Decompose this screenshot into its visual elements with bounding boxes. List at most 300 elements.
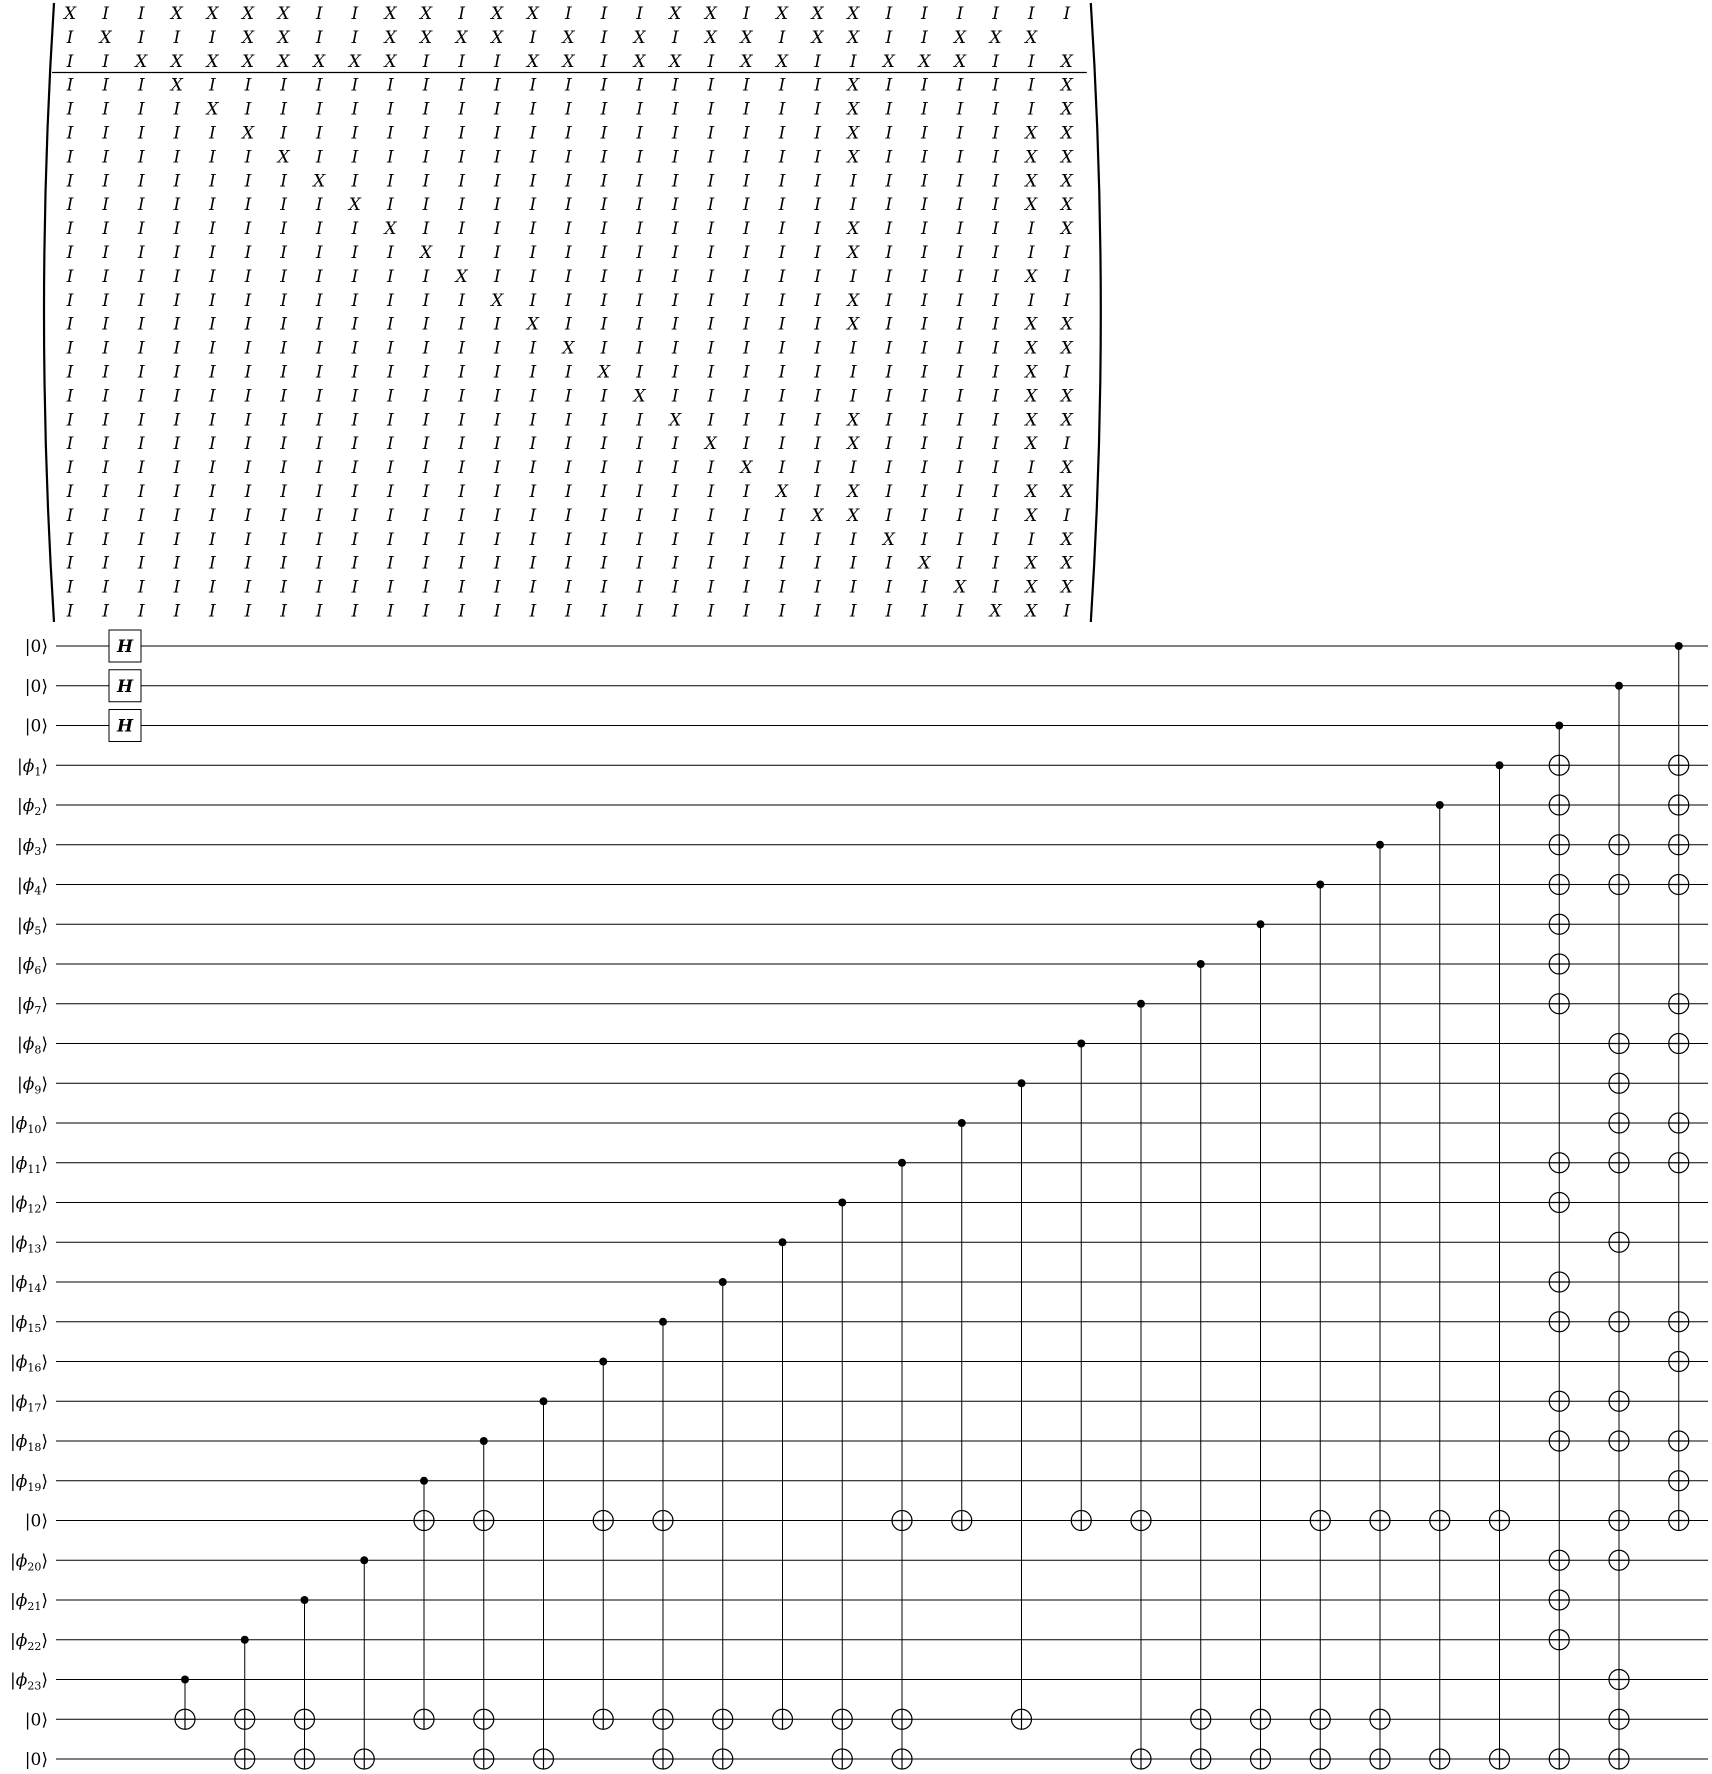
cnot-target — [1549, 1431, 1569, 1451]
matrix-cell: I — [992, 505, 999, 526]
matrix-cell: I — [493, 410, 501, 431]
cnot-target — [1549, 835, 1569, 855]
cnot-target — [1191, 1709, 1211, 1729]
matrix-cell: I — [956, 529, 964, 550]
matrix-cell: X — [491, 4, 504, 24]
matrix-cell: I — [280, 338, 287, 359]
matrix-cell: I — [387, 171, 394, 192]
matrix-cell: I — [244, 147, 252, 168]
cnot-target — [593, 1709, 613, 1729]
matrix-cell: I — [315, 529, 323, 550]
matrix-cell: I — [137, 386, 145, 407]
matrix-cell: X — [669, 410, 682, 431]
matrix-cell: X — [1060, 314, 1073, 335]
wire-label: $|\phi_2⟩$ — [17, 796, 48, 818]
matrix-cell: X — [847, 434, 860, 455]
matrix-cell: I — [636, 75, 643, 96]
matrix-cell: I — [707, 362, 715, 383]
matrix-cell: I — [921, 458, 928, 479]
matrix-cell: I — [422, 577, 430, 598]
matrix-cell: I — [387, 410, 394, 431]
matrix-cell: I — [422, 386, 430, 407]
matrix-cell: I — [173, 434, 181, 455]
cnot-target — [1609, 1431, 1629, 1451]
matrix-cell: I — [173, 553, 181, 574]
matrix-cell: I — [671, 362, 679, 383]
matrix-cell: I — [778, 458, 786, 479]
matrix-cell: I — [565, 4, 572, 24]
cnot-target — [534, 1749, 554, 1769]
matrix-cell: I — [387, 123, 394, 144]
matrix-cell: X — [669, 4, 682, 24]
matrix-cell: I — [422, 338, 430, 359]
hadamard-label: H — [116, 637, 134, 657]
matrix-cell: X — [1025, 505, 1038, 526]
matrix-cell: I — [387, 434, 394, 455]
matrix-cell: I — [493, 553, 501, 574]
matrix-cell: I — [315, 4, 323, 24]
matrix-cell: I — [493, 434, 501, 455]
wire-label: $|\phi_{16}⟩$ — [10, 1352, 48, 1375]
matrix-cell: I — [600, 386, 608, 407]
matrix-cell: I — [849, 458, 857, 479]
cnot-target — [1549, 954, 1569, 974]
matrix-cell: I — [315, 219, 323, 240]
matrix-cell: I — [707, 314, 715, 335]
matrix-cell: I — [137, 434, 145, 455]
control-dot — [301, 1596, 309, 1604]
matrix-cell: I — [280, 99, 287, 120]
matrix-cell: I — [351, 314, 359, 335]
matrix-cell: I — [992, 482, 999, 502]
matrix-cell: I — [885, 99, 893, 120]
matrix-cell: I — [921, 75, 928, 96]
matrix-cell: I — [956, 482, 964, 502]
matrix-cell: X — [918, 51, 931, 72]
matrix-cell: I — [315, 290, 323, 311]
matrix-cell: I — [849, 577, 857, 598]
matrix-cell: I — [351, 147, 359, 168]
matrix-cell: I — [529, 529, 537, 550]
cnot-target — [1310, 1749, 1330, 1769]
wire-label: |0⟩ — [24, 1750, 48, 1770]
control-dot — [599, 1358, 607, 1366]
matrix-cell: X — [1060, 529, 1073, 550]
matrix-cell: I — [992, 577, 999, 598]
matrix-cell: I — [956, 123, 964, 144]
matrix-cell: I — [636, 266, 643, 287]
matrix-cell: I — [707, 51, 715, 72]
control-dot — [360, 1556, 368, 1564]
matrix-cell: I — [458, 219, 465, 240]
matrix-cell: I — [315, 338, 323, 359]
control-dot — [480, 1437, 488, 1445]
matrix-cell: I — [529, 219, 537, 240]
wire-label: $|\phi_{15}⟩$ — [10, 1312, 48, 1335]
wire-label: $|\phi_8⟩$ — [17, 1034, 48, 1057]
matrix-cell: X — [1060, 99, 1073, 120]
cnot-target — [892, 1749, 912, 1769]
matrix-cell: X — [1025, 147, 1038, 168]
matrix-cell: I — [671, 505, 679, 526]
matrix-cell: I — [992, 529, 999, 550]
matrix-cell: I — [814, 458, 821, 479]
matrix-cell: I — [422, 482, 430, 502]
matrix-cell: I — [814, 243, 821, 263]
matrix-cell: I — [743, 75, 750, 96]
matrix-cell: X — [847, 314, 860, 335]
matrix-cell: I — [529, 338, 537, 359]
matrix-cell: I — [244, 219, 252, 240]
matrix-cell: I — [351, 458, 359, 479]
matrix-cell: I — [636, 553, 643, 574]
matrix-cell: I — [351, 482, 359, 502]
matrix-cell: I — [209, 482, 216, 502]
control-dot — [1496, 761, 1504, 769]
matrix-cell: I — [387, 577, 394, 598]
matrix-cell: I — [422, 434, 430, 455]
matrix-cell: I — [458, 75, 465, 96]
matrix-cell: X — [384, 27, 397, 48]
matrix-cell: I — [493, 386, 501, 407]
matrix-cell: I — [921, 362, 928, 383]
matrix-cell: I — [529, 195, 537, 216]
matrix-cell: I — [209, 505, 216, 526]
matrix-cell: I — [921, 195, 928, 216]
control-dot — [898, 1159, 906, 1167]
matrix-cell: I — [458, 410, 465, 431]
matrix-cell: I — [565, 362, 572, 383]
matrix-cell: I — [387, 386, 394, 407]
matrix-cell: I — [315, 99, 323, 120]
matrix-cell: X — [847, 219, 860, 240]
matrix-cell: I — [814, 482, 821, 502]
matrix-cell: I — [921, 386, 928, 407]
matrix-cell: I — [778, 553, 786, 574]
matrix-cell: X — [1025, 123, 1038, 144]
matrix-cell: X — [811, 27, 824, 48]
matrix-cell: I — [173, 577, 181, 598]
matrix-cell: I — [529, 27, 537, 48]
matrix-cell: I — [565, 314, 572, 335]
matrix-cell: X — [633, 386, 646, 407]
matrix-cell: X — [277, 4, 290, 24]
matrix-cell: X — [562, 27, 575, 48]
matrix-cell: I — [458, 314, 465, 335]
matrix-cell: X — [1025, 314, 1038, 335]
matrix-cell: I — [707, 147, 715, 168]
matrix-cell: I — [422, 75, 430, 96]
cnot-target — [474, 1749, 494, 1769]
cnot-target — [1549, 1272, 1569, 1292]
matrix-cell: I — [707, 529, 715, 550]
matrix-cell: I — [778, 410, 786, 431]
matrix-cell: I — [778, 171, 786, 192]
control-dot — [1197, 960, 1205, 968]
matrix-cell: I — [743, 410, 750, 431]
matrix-cell: I — [885, 434, 893, 455]
matrix-cell: I — [565, 147, 572, 168]
matrix-cell: I — [743, 314, 750, 335]
matrix-cell: I — [387, 553, 394, 574]
matrix-cell: I — [600, 147, 608, 168]
matrix-cell: X — [99, 27, 112, 48]
matrix-cell: I — [529, 362, 537, 383]
matrix-cell: I — [814, 51, 821, 72]
matrix-cell: X — [1060, 171, 1073, 192]
matrix-cell: I — [707, 219, 715, 240]
matrix-cell: X — [633, 51, 646, 72]
matrix-cell: I — [66, 51, 74, 72]
matrix-cell: I — [921, 27, 928, 48]
matrix-cell: X — [847, 505, 860, 526]
cnot-target — [175, 1709, 195, 1729]
matrix-cell: I — [493, 243, 501, 263]
matrix-cell: I — [743, 553, 750, 574]
matrix-cell: I — [671, 75, 679, 96]
matrix-cell: I — [671, 243, 679, 263]
matrix-cell: I — [600, 482, 608, 502]
matrix-cell: I — [636, 482, 643, 502]
matrix-cell: X — [1060, 577, 1073, 598]
matrix-cell: I — [458, 505, 465, 526]
matrix-cell: I — [600, 458, 608, 479]
matrix-cell: I — [921, 290, 928, 311]
cnot-target — [1609, 1232, 1629, 1252]
matrix-cell: I — [992, 338, 999, 359]
matrix-cell: X — [135, 51, 148, 72]
matrix-cell: I — [956, 219, 964, 240]
matrix-cell: I — [458, 601, 465, 622]
matrix-cell: I — [707, 410, 715, 431]
cnot-target — [1609, 1709, 1629, 1729]
matrix-cell: I — [351, 171, 359, 192]
matrix-cell: I — [921, 601, 928, 622]
matrix-cell: I — [280, 195, 287, 216]
matrix-cell: I — [66, 338, 74, 359]
matrix-cell: I — [493, 458, 501, 479]
matrix-cell: I — [956, 75, 964, 96]
matrix-cell: I — [814, 147, 821, 168]
matrix-cell: X — [384, 4, 397, 24]
matrix-cell: I — [636, 338, 643, 359]
cnot-target — [1370, 1709, 1390, 1729]
matrix-cell: I — [707, 553, 715, 574]
matrix-cell: X — [313, 171, 326, 192]
matrix-cell: I — [458, 434, 465, 455]
matrix-cell: X — [704, 27, 717, 48]
matrix-cell: I — [992, 51, 999, 72]
matrix-cell: I — [102, 171, 109, 192]
matrix-cell: I — [244, 553, 252, 574]
matrix-cell: I — [137, 266, 145, 287]
wire-label: $|\phi_{10}⟩$ — [10, 1114, 48, 1136]
matrix-cell: I — [529, 75, 537, 96]
matrix-cell: I — [565, 243, 572, 263]
matrix-cell: I — [600, 410, 608, 431]
matrix-cell: I — [66, 434, 74, 455]
cnot-target — [1669, 1113, 1689, 1133]
matrix-cell: I — [102, 123, 109, 144]
matrix-cell: I — [244, 458, 252, 479]
matrix-cell: X — [953, 577, 967, 598]
matrix-cell: I — [885, 577, 893, 598]
matrix-cell: I — [102, 338, 109, 359]
matrix-cell: I — [600, 171, 608, 192]
cnot-target — [1669, 795, 1689, 815]
matrix-cell: I — [600, 529, 608, 550]
matrix-cell: X — [313, 51, 326, 72]
matrix-cell: I — [778, 434, 786, 455]
matrix-cell: I — [636, 434, 643, 455]
matrix-cell: I — [921, 314, 928, 335]
cnot-target — [1549, 1749, 1569, 1769]
cnot-target — [653, 1709, 673, 1729]
matrix-cell: I — [921, 147, 928, 168]
matrix-cell: I — [493, 482, 501, 502]
matrix-cell: I — [458, 529, 465, 550]
cnot-target — [1251, 1749, 1271, 1769]
matrix-cell: I — [315, 243, 323, 263]
matrix-cell: I — [707, 577, 715, 598]
matrix-cell: I — [66, 553, 74, 574]
control-dot — [1376, 841, 1384, 849]
cnot-target — [653, 1511, 673, 1531]
matrix-cell: I — [244, 362, 252, 383]
matrix-cell: I — [102, 601, 109, 622]
matrix-cell: I — [280, 362, 287, 383]
matrix-cell: I — [565, 75, 572, 96]
matrix-cell: X — [1060, 458, 1073, 479]
hadamard-label: H — [116, 716, 134, 737]
matrix-cell: I — [66, 410, 74, 431]
matrix-cell: I — [387, 529, 394, 550]
matrix-cell: I — [885, 410, 893, 431]
cnot-target — [1609, 1034, 1629, 1054]
matrix-cell: I — [387, 266, 394, 287]
matrix-cell: I — [102, 314, 109, 335]
matrix-cell: I — [814, 529, 821, 550]
matrix-cell: I — [814, 434, 821, 455]
matrix-cell: I — [671, 434, 679, 455]
matrix-cell: I — [636, 243, 643, 263]
matrix-cell: I — [992, 243, 999, 263]
matrix-cell: I — [529, 290, 537, 311]
control-dot — [420, 1477, 428, 1485]
matrix-cell: I — [743, 482, 750, 502]
wire-label: $|\phi_5⟩$ — [17, 915, 48, 938]
matrix-cell: X — [847, 99, 860, 120]
matrix-cell: X — [491, 290, 504, 311]
wire-label: $|\phi_1⟩$ — [17, 756, 48, 779]
matrix-cell: I — [351, 386, 359, 407]
cnot-target — [1012, 1709, 1032, 1729]
control-dot — [540, 1397, 548, 1405]
matrix-cell: I — [636, 99, 643, 120]
matrix-cell: I — [849, 338, 857, 359]
matrix-cell: I — [102, 529, 109, 550]
cnot-target — [1609, 835, 1629, 855]
matrix-cell: I — [814, 290, 821, 311]
matrix-cell: I — [351, 4, 359, 24]
matrix-cell: X — [953, 51, 967, 72]
matrix-cell: I — [1063, 4, 1071, 24]
matrix-cell: I — [351, 123, 359, 144]
matrix-cell: I — [529, 386, 537, 407]
matrix-cell: I — [600, 505, 608, 526]
control-dot — [1077, 1040, 1085, 1048]
matrix-cell: I — [707, 482, 715, 502]
cnot-target — [1251, 1709, 1271, 1729]
matrix-cell: I — [565, 99, 572, 120]
matrix-cell: I — [778, 219, 786, 240]
matrix-cell: X — [740, 458, 753, 479]
matrix-cell: I — [849, 386, 857, 407]
matrix-cell: I — [137, 99, 145, 120]
matrix-cell: I — [387, 147, 394, 168]
matrix-cell: X — [170, 4, 183, 24]
matrix-cell: I — [529, 553, 537, 574]
matrix-cell: I — [743, 362, 750, 383]
matrix-cell: I — [387, 290, 394, 311]
control-dot — [1615, 682, 1623, 690]
matrix-cell: X — [847, 123, 860, 144]
matrix-cell: I — [493, 219, 501, 240]
matrix-cell: I — [600, 553, 608, 574]
matrix-cell: I — [565, 601, 572, 622]
cnot-target — [295, 1709, 315, 1729]
matrix-cell: I — [493, 123, 501, 144]
matrix-cell: I — [209, 338, 216, 359]
wire-label: $|\phi_7⟩$ — [17, 994, 48, 1017]
matrix-cell: I — [671, 290, 679, 311]
matrix-cell: I — [315, 75, 323, 96]
matrix-cell: X — [1025, 434, 1038, 455]
cnot-target — [892, 1709, 912, 1729]
matrix-cell: I — [885, 195, 893, 216]
matrix-cell: X — [206, 4, 219, 24]
control-dot — [181, 1676, 189, 1684]
matrix-cell: I — [351, 505, 359, 526]
matrix-cell: I — [885, 458, 893, 479]
matrix-cell: I — [778, 338, 786, 359]
matrix-cell: X — [918, 553, 931, 574]
matrix-cell: I — [814, 123, 821, 144]
matrix-cell: I — [315, 314, 323, 335]
matrix-cell: I — [849, 171, 857, 192]
matrix-cell: X — [526, 51, 539, 72]
matrix-cell: I — [885, 482, 893, 502]
matrix-cell: I — [493, 529, 501, 550]
matrix-cell: I — [351, 577, 359, 598]
matrix-cell: I — [707, 601, 715, 622]
matrix-cell: I — [885, 4, 893, 24]
matrix-cell: I — [565, 553, 572, 574]
matrix-cell: I — [66, 147, 74, 168]
matrix-cell: I — [1027, 290, 1035, 311]
control-dot — [659, 1318, 667, 1326]
matrix-cell: I — [778, 75, 786, 96]
matrix-cell: I — [529, 410, 537, 431]
matrix-cell: I — [743, 266, 750, 287]
matrix-right-bracket — [1091, 3, 1101, 622]
matrix-cell: I — [885, 27, 893, 48]
cnot-target — [235, 1749, 255, 1769]
matrix-cell: I — [529, 434, 537, 455]
matrix-cell: I — [636, 219, 643, 240]
matrix-cell: I — [387, 75, 394, 96]
matrix-cell: I — [66, 314, 74, 335]
